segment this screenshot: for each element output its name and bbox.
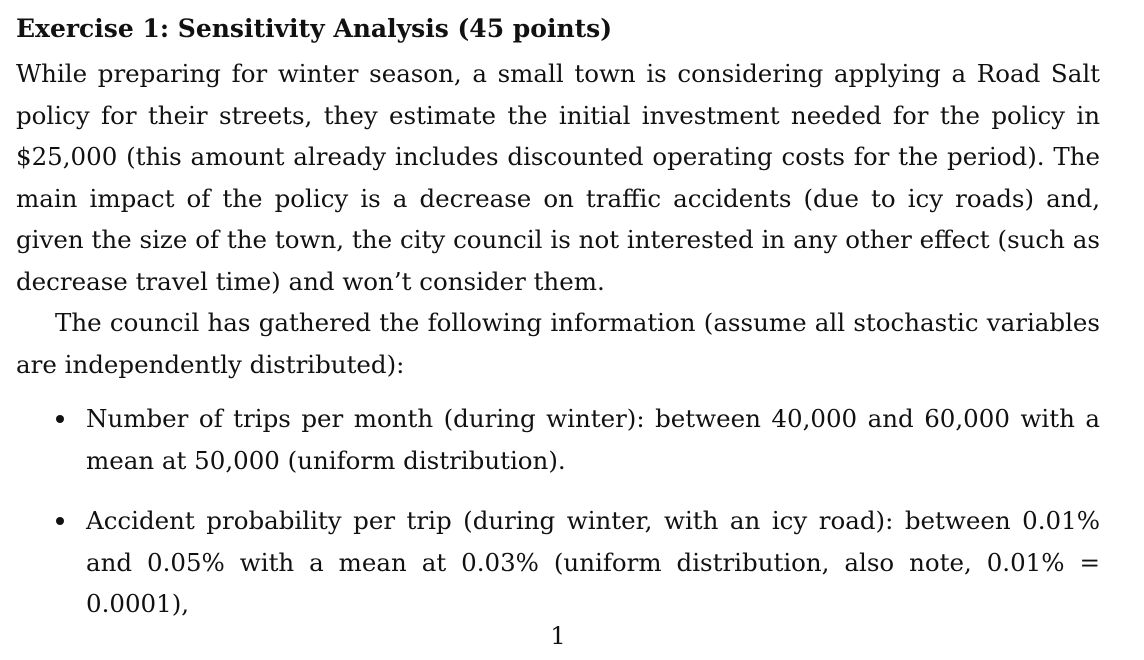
document-page	[16, 0, 1100, 660]
bullet-text-trips: Number of trips per month (during winter): between 40,000 and 60,000 with a mean at 50,000 (uniform distribution).	[86, 404, 1100, 475]
list-item	[16, 500, 1100, 625]
intro-paragraph: While preparing for winter season, a small town is considering applying a Road Salt policy for their streets, they estimate the initial investment needed for the policy in $25,000 (this amount already includes discounted operating costs for the period). The main impact of the policy is a decrease on traffic accidents (due to icy roads) and, given the size of the town, the city council is not interested in any other effect (such as decrease travel time) and won’t consider them.	[16, 59, 1100, 296]
info-paragraph: The council has gathered the following information (assume all stochastic variables are independently distributed):	[16, 308, 1100, 379]
bullet-icon	[56, 415, 64, 423]
page-number: 1	[550, 622, 566, 650]
exercise-heading: Exercise 1: Sensitivity Analysis (45 points)	[16, 14, 613, 43]
bullet-text-accident-probability: Accident probability per trip (during winter, with an icy road): between 0.01% and 0.05% with a mean at 0.03% (uniform distribution, also note, 0.01% = 0.0001),	[86, 506, 1100, 618]
bullet-icon	[56, 517, 64, 525]
list-item	[16, 398, 1100, 481]
info-bullet-list	[16, 398, 1100, 644]
